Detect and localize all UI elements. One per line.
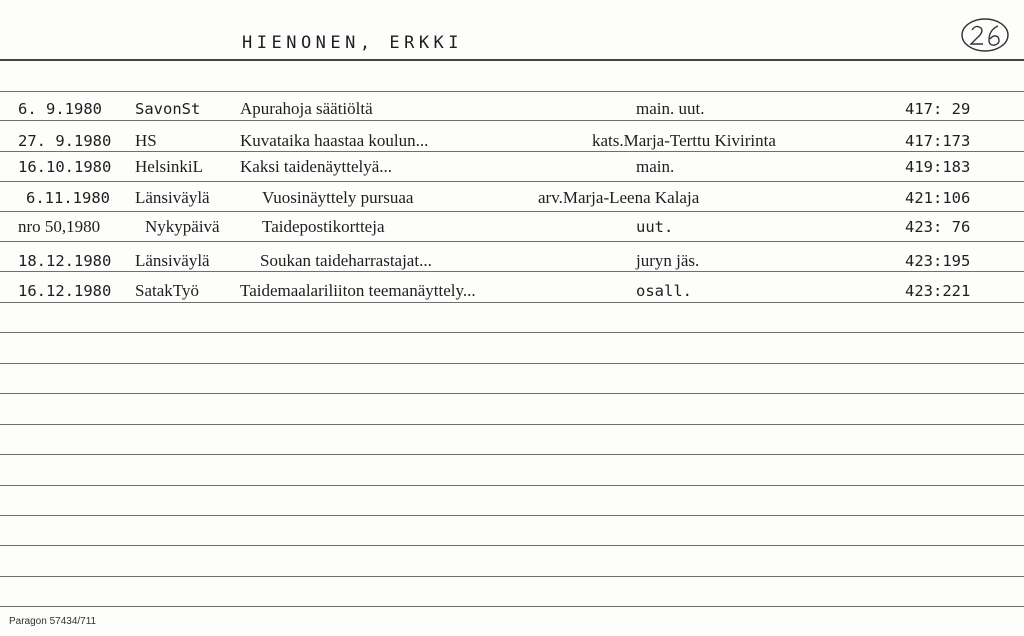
entry-reference: 421:106 — [905, 189, 971, 207]
list-item — [0, 99, 1024, 127]
list-item — [0, 217, 1024, 245]
card-name-heading: HIENONEN, ERKKI — [242, 33, 464, 53]
list-item — [0, 281, 1024, 309]
entry-reference: 423:195 — [905, 252, 971, 270]
entry-publication: Länsiväylä — [135, 188, 210, 207]
list-item — [0, 188, 1024, 216]
entry-date: 16.12.1980 — [18, 282, 112, 300]
entry-note: juryn jäs. — [636, 251, 700, 270]
list-item — [0, 157, 1024, 185]
entry-date: 27. 9.1980 — [18, 132, 112, 150]
entry-note: arv.Marja-Leena Kalaja — [538, 188, 700, 207]
entry-date: 18.12.1980 — [18, 252, 112, 270]
list-item — [0, 251, 1024, 279]
entry-date: 16.10.1980 — [18, 158, 112, 176]
entry-title: Taidemaalariliiton teemanäyttely... — [240, 281, 476, 300]
entry-publication: Länsiväylä — [135, 251, 210, 270]
entry-note: kats.Marja-Terttu Kivirinta — [592, 131, 776, 150]
entry-note: osall. — [636, 282, 692, 300]
entry-reference: 423: 76 — [905, 218, 971, 236]
entry-date: nro 50,1980 — [18, 217, 101, 236]
entry-title: Kuvataika haastaa koulun... — [240, 131, 429, 150]
entry-title: Soukan taideharrastajat... — [260, 251, 432, 270]
entry-title: Vuosinäyttely pursuaa — [262, 188, 414, 207]
entry-title: Kaksi taidenäyttelyä... — [240, 157, 393, 176]
entry-title: Taidepostikortteja — [262, 217, 385, 236]
entry-publication: SavonSt — [135, 100, 201, 118]
list-item — [0, 131, 1024, 159]
entry-date: 6.11.1980 — [26, 189, 110, 207]
entry-publication: HS — [135, 131, 157, 150]
entry-note: uut. — [636, 218, 674, 236]
entry-reference: 417:173 — [905, 132, 971, 150]
entry-title: Apurahoja säätiöltä — [240, 99, 373, 118]
entry-reference: 419:183 — [905, 158, 971, 176]
entry-publication: HelsinkiL — [135, 157, 203, 176]
entry-publication: SatakTyö — [135, 281, 199, 300]
card-print-code: Paragon 57434/711 — [9, 616, 97, 627]
entry-reference: 423:221 — [905, 282, 971, 300]
entry-note: main. uut. — [636, 99, 705, 118]
entry-publication: Nykypäivä — [145, 217, 220, 236]
entry-date: 6. 9.1980 — [18, 100, 102, 118]
entry-note: main. — [636, 157, 675, 176]
entry-reference: 417: 29 — [905, 100, 971, 118]
